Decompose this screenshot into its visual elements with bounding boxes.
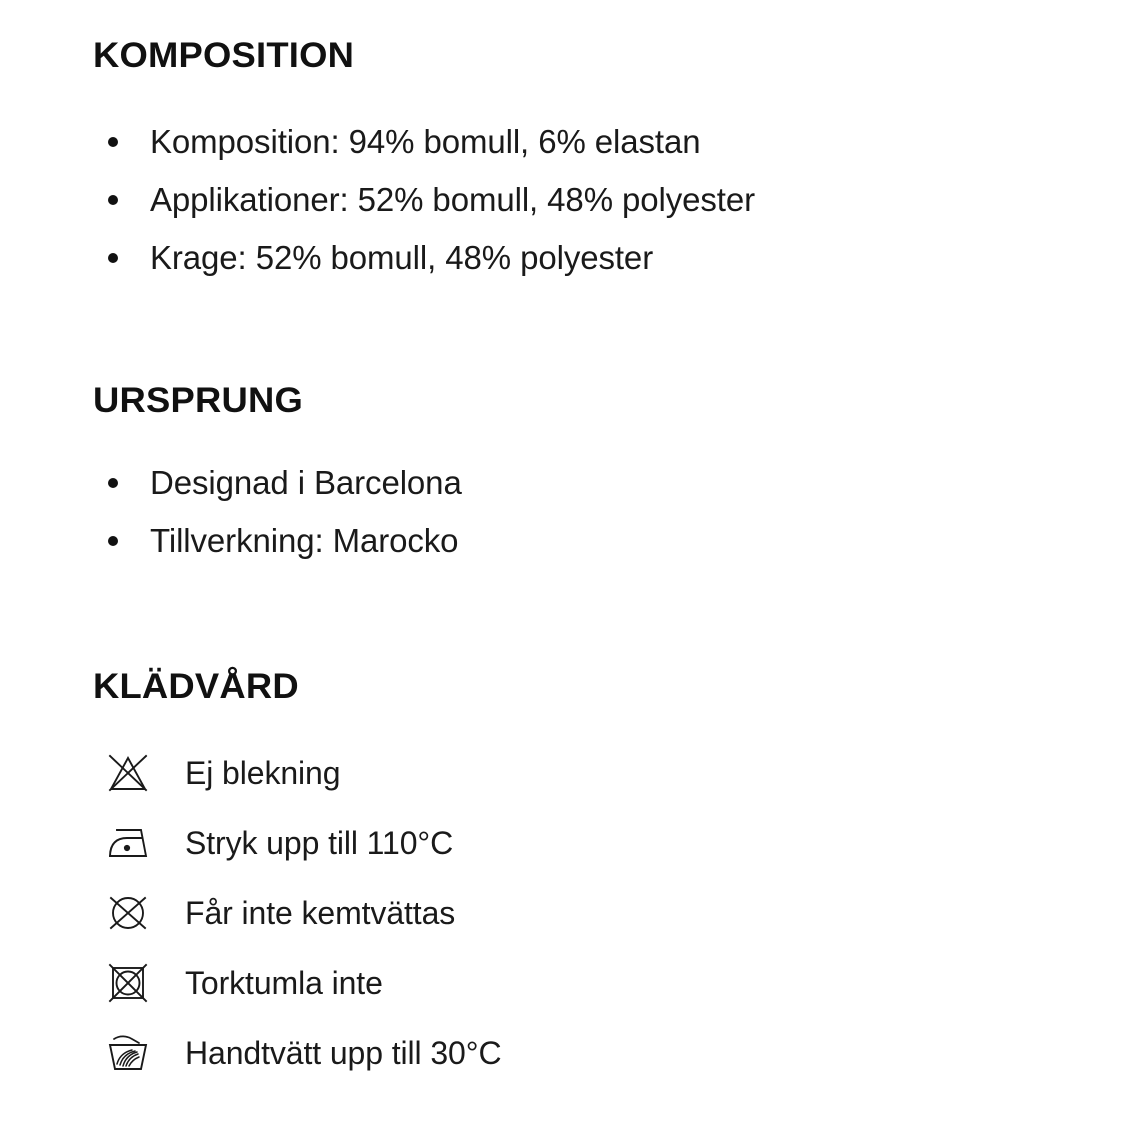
section-title-ursprung: URSPRUNG [93,381,303,420]
hand-wash-icon [93,1027,155,1079]
care-instructions-list [93,738,1125,1088]
list-item: Designad i Barcelona [93,454,1125,512]
list-item: Komposition: 94% bomull, 6% elastan [93,113,1125,171]
care-row [93,948,1125,1018]
care-label: Handtvätt upp till 30°C [185,1035,502,1071]
section-ursprung [93,287,1125,570]
section-kladvard [93,570,1125,1088]
care-row [93,738,1125,808]
section-title-kladvard: KLÄDVÅRD [93,667,299,706]
iron-low-temperature-icon [93,817,155,869]
care-label: Får inte kemtvättas [185,895,456,931]
care-row [93,878,1125,948]
do-not-bleach-icon [93,747,155,799]
section-title-komposition: KOMPOSITION [93,36,355,75]
care-row [93,1018,1125,1088]
section-komposition [93,0,1125,287]
list-item: Krage: 52% bomull, 48% polyester [93,229,1125,287]
do-not-tumble-dry-icon [93,957,155,1009]
care-label: Torktumla inte [185,965,383,1001]
do-not-dry-clean-icon [93,887,155,939]
composition-list [93,113,1125,287]
list-item: Tillverkning: Marocko [93,512,1125,570]
list-item: Applikationer: 52% bomull, 48% polyester [93,171,1125,229]
care-label: Stryk upp till 110°C [185,825,454,861]
origin-list [93,454,1125,570]
care-row [93,808,1125,878]
care-label: Ej blekning [185,755,341,791]
